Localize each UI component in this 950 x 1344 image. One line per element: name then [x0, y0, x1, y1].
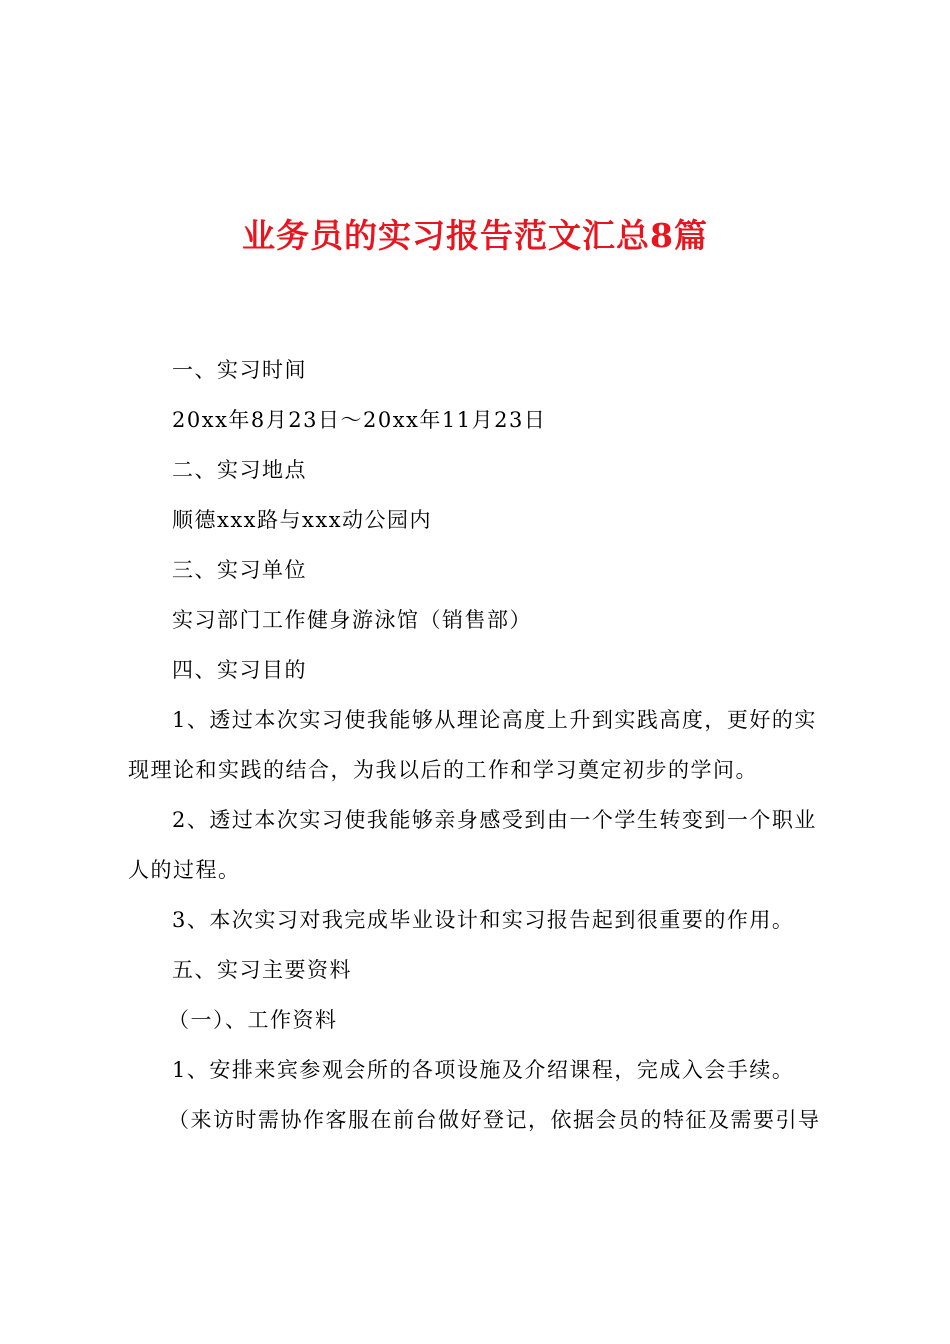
section-heading-location: 二、实习地点 — [172, 458, 307, 482]
paragraph-work-1: 1、安排来宾参观会所的各项设施及介绍课程，完成入会手续。 — [172, 1058, 795, 1082]
paragraph-work-1-note: （来访时需协作客服在前台做好登记，依据会员的特征及需要引导 — [168, 1108, 821, 1132]
section-heading-purpose: 四、实习目的 — [172, 658, 307, 682]
paragraph-purpose-3: 3、本次实习对我完成毕业设计和实习报告起到很重要的作用。 — [172, 908, 795, 932]
section-heading-unit: 三、实习单位 — [172, 558, 307, 582]
document-title: 业务员的实习报告范文汇总8篇 — [242, 216, 708, 255]
paragraph-purpose-1: 1、透过本次实习使我能够从理论高度上升到实践高度，更好的实现理论和实践的结合，为我以后的工作和学习奠定初步的学问。 — [128, 708, 817, 782]
paragraph-unit-value: 实习部门工作健身游泳馆（销售部） — [172, 608, 532, 632]
paragraph-time-value: 20xx年8月23日～20xx年11月23日 — [172, 408, 547, 432]
paragraph-purpose-2: 2、透过本次实习使我能够亲身感受到由一个学生转变到一个职业人的过程。 — [128, 808, 817, 882]
subsection-heading-work-content: （一）、工作资料 — [168, 1008, 338, 1032]
document-body — [128, 345, 832, 1145]
section-heading-time: 一、实习时间 — [172, 358, 307, 382]
section-heading-main-content: 五、实习主要资料 — [172, 958, 352, 982]
paragraph-location-value: 顺德xxx路与xxx动公园内 — [172, 508, 433, 532]
